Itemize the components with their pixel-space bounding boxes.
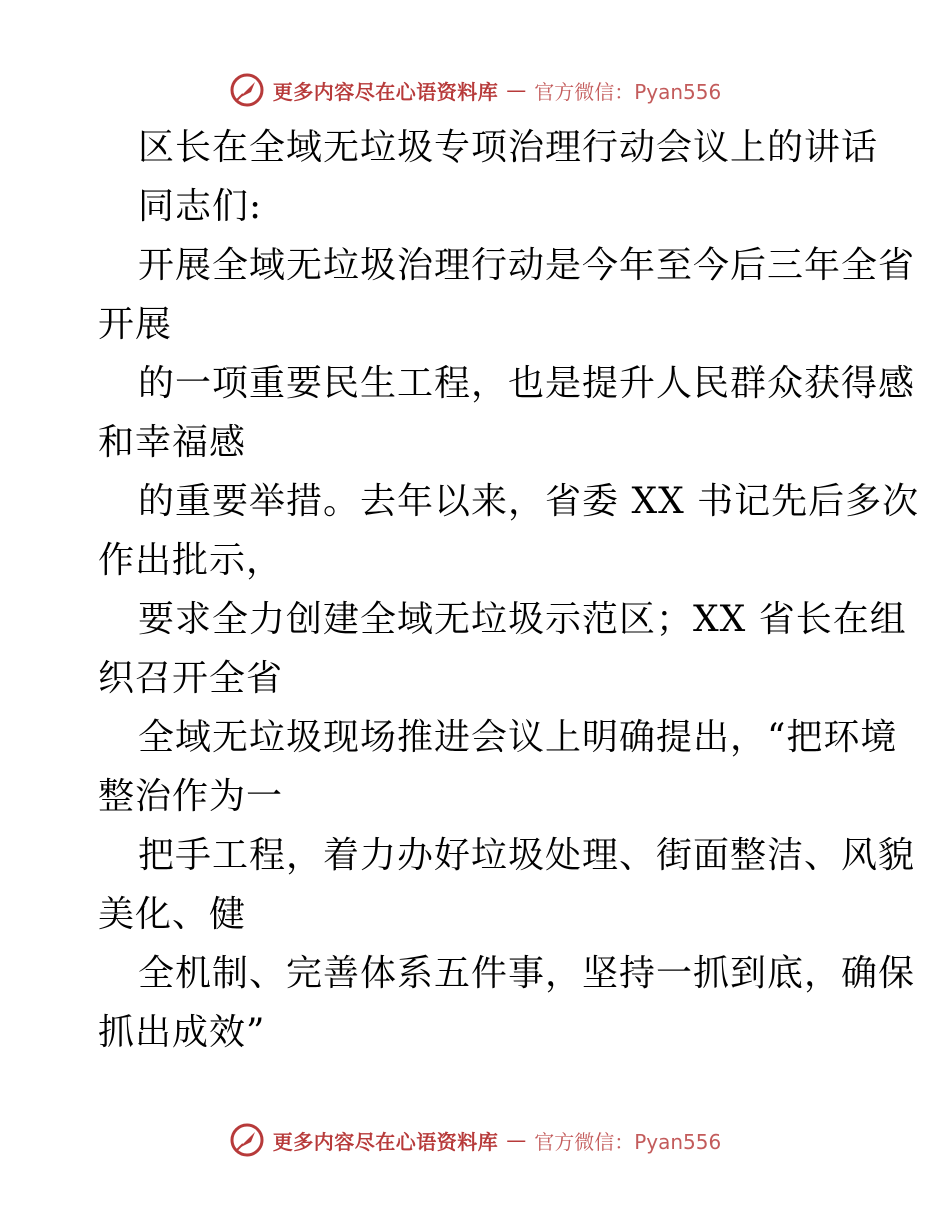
- quill-logo-icon: [229, 1122, 265, 1158]
- paragraph-line: 开展: [98, 304, 173, 345]
- quill-logo-icon: [229, 72, 265, 108]
- banner-separator: —: [506, 78, 527, 102]
- paragraph-line: 的重要举措。去年以来，省委 XX 书记先后多次: [138, 481, 920, 522]
- banner-text: 更多内容尽在心语资料库: [272, 79, 499, 104]
- paragraph-line: 整治作为一: [98, 776, 284, 817]
- banner-text: 更多内容尽在心语资料库: [272, 1129, 499, 1154]
- page-footer-banner: [0, 1120, 950, 1160]
- document-body: [98, 118, 920, 1062]
- document-title: 区长在全域无垃圾专项治理行动会议上的讲话: [138, 127, 879, 168]
- banner-account: 官方微信：Pyan556: [534, 79, 722, 104]
- banner-separator: —: [506, 1128, 527, 1152]
- paragraph-line: 抓出成效”: [98, 1012, 266, 1053]
- paragraph-line: 全机制、完善体系五件事，坚持一抓到底，确保: [138, 953, 916, 994]
- page-header-banner: [0, 70, 950, 110]
- paragraph-line: 把手工程，着力办好垃圾处理、街面整洁、风貌: [138, 835, 916, 876]
- paragraph-line: 和幸福感: [98, 422, 247, 463]
- salutation: 同志们:: [138, 186, 263, 227]
- paragraph-line: 的一项重要民生工程，也是提升人民群众获得感: [138, 363, 916, 404]
- banner-account: 官方微信：Pyan556: [534, 1129, 722, 1154]
- paragraph-line: 开展全域无垃圾治理行动是今年至今后三年全省: [138, 245, 916, 286]
- paragraph-line: 美化、健: [98, 894, 247, 935]
- paragraph-line: 织召开全省: [98, 658, 284, 699]
- paragraph-line: 作出批示，: [98, 540, 284, 581]
- paragraph-line: 全域无垃圾现场推进会议上明确提出，“把环境: [138, 717, 898, 758]
- paragraph-line: 要求全力创建全域无垃圾示范区；XX 省长在组: [138, 599, 907, 640]
